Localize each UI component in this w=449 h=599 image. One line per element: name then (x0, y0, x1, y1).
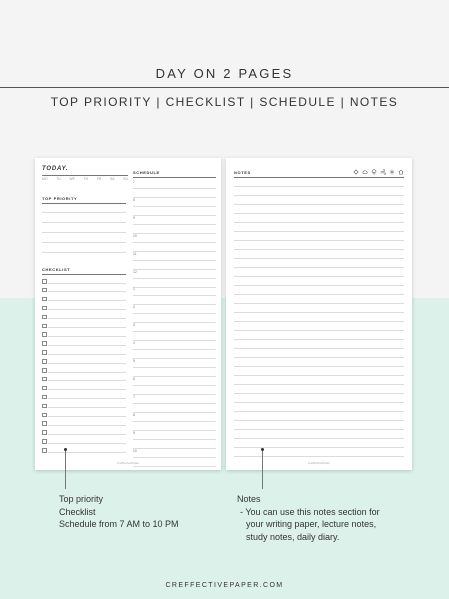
checkbox[interactable] (42, 324, 47, 329)
notes-line (234, 402, 404, 403)
schedule-label: SCHEDULE (133, 170, 160, 175)
hour-label: 7 (133, 180, 135, 184)
rain-icon[interactable] (371, 169, 377, 175)
schedule-line (133, 304, 216, 305)
notes-line (234, 438, 404, 439)
checkbox[interactable] (42, 359, 47, 364)
callout-line-text: Top priority (59, 494, 104, 504)
schedule-line (133, 322, 216, 323)
notes-line (234, 249, 404, 250)
checkbox[interactable] (42, 386, 47, 391)
page-title: DAY ON 2 PAGES (155, 66, 294, 81)
hour-label: 1 (133, 287, 135, 292)
checklist-line (48, 407, 126, 408)
notes-line (234, 429, 404, 430)
notes-line (234, 357, 404, 358)
schedule-line (133, 295, 216, 296)
priority-line (42, 222, 126, 223)
checkbox[interactable] (42, 448, 47, 453)
schedule-line (133, 224, 216, 225)
hour-label: 11 (133, 251, 137, 256)
checklist-line (48, 425, 126, 426)
callout-title: Notes (237, 494, 261, 504)
notes-line (234, 330, 404, 331)
schedule-line (133, 376, 216, 377)
snow-icon[interactable] (389, 169, 395, 175)
hour-label: 10 (133, 448, 137, 453)
checklist-line (48, 283, 126, 284)
cloud-icon[interactable] (362, 169, 368, 175)
hour-label: 6 (133, 376, 135, 381)
checkbox[interactable] (42, 350, 47, 355)
checklist-line (48, 443, 126, 444)
schedule-line (133, 439, 216, 440)
callout-line-text: your writing paper, lecture notes, (246, 519, 377, 529)
schedule-line (133, 466, 216, 467)
title-divider (0, 87, 449, 88)
right-planner-page (226, 158, 412, 470)
checklist-line (48, 372, 126, 373)
schedule-line (133, 448, 216, 449)
schedule-underline (133, 177, 216, 178)
footer-website[interactable]: CREFFECTIVEPAPER.COM (165, 582, 284, 589)
sun-icon[interactable] (353, 169, 359, 175)
today-label: TODAY. (42, 166, 69, 172)
schedule-line (133, 340, 216, 341)
weekday-label: SA (110, 177, 115, 181)
checkbox[interactable] (42, 341, 47, 346)
checkbox[interactable] (42, 315, 47, 320)
notes-line (234, 240, 404, 241)
hour-label: 8 (133, 412, 135, 417)
checklist-line (48, 434, 126, 435)
callout-line-text: - You can use this notes section for (240, 506, 380, 517)
weekday-label: SU (123, 177, 128, 181)
notes-line (234, 231, 404, 232)
schedule-line (133, 188, 216, 189)
schedule-line (133, 394, 216, 395)
callout-line-text: Checklist (59, 506, 96, 517)
schedule-line (133, 457, 216, 458)
checklist-line (48, 452, 126, 453)
checkbox[interactable] (42, 288, 47, 293)
notes-line (234, 339, 404, 340)
priority-line (42, 212, 126, 213)
schedule-line (133, 385, 216, 386)
weekday-label: WE (69, 177, 75, 181)
checkbox[interactable] (42, 395, 47, 400)
hour-label: 4 (133, 341, 135, 346)
page-signature: CreffectivePaper (307, 461, 331, 465)
checklist-line (48, 380, 126, 381)
checkbox[interactable] (42, 377, 47, 382)
hour-label: 2 (133, 305, 135, 310)
notes-label: NOTES (234, 170, 251, 175)
notes-line (234, 186, 404, 187)
notes-line (234, 195, 404, 196)
notes-line (234, 258, 404, 259)
schedule-line (133, 242, 216, 243)
top-priority-label: TOP PRIORITY (42, 196, 78, 201)
notes-line (234, 276, 404, 277)
notes-line (234, 267, 404, 268)
notes-line (234, 312, 404, 313)
checklist-line (48, 416, 126, 417)
schedule-line (133, 278, 216, 279)
notes-line (234, 294, 404, 295)
notes-underline (234, 177, 404, 178)
weekday-label: TU (56, 177, 61, 181)
notes-line (234, 384, 404, 385)
checklist-line (48, 309, 126, 310)
today-underline (42, 175, 128, 176)
checkbox[interactable] (42, 430, 47, 435)
schedule-line (133, 215, 216, 216)
weather-icons (353, 169, 404, 175)
checkbox[interactable] (42, 404, 47, 409)
checklist-line (48, 300, 126, 301)
callout-line-text: Schedule from 7 AM to 10 PM (59, 519, 179, 529)
checklist-line (48, 354, 126, 355)
schedule-line (133, 430, 216, 431)
callout-line-text: study notes, daily diary. (246, 531, 340, 542)
weekday-row (42, 177, 128, 181)
weekday-label: FR (96, 177, 102, 181)
schedule-line (133, 331, 216, 332)
checkbox[interactable] (42, 368, 47, 373)
hour-label: 12 (133, 269, 137, 274)
notes-line (234, 204, 404, 205)
priority-line (42, 242, 126, 243)
notes-line (234, 420, 404, 421)
hour-label: 10 (133, 233, 137, 238)
schedule-line (133, 349, 216, 350)
page-subtitle: TOP PRIORITY | CHECKLIST | SCHEDULE | NOTES (50, 95, 399, 109)
priority-line (42, 252, 126, 253)
schedule-line (133, 421, 216, 422)
checklist-line (48, 318, 126, 319)
checklist-underline (42, 274, 126, 275)
checkbox[interactable] (42, 306, 47, 311)
schedule-line (133, 367, 216, 368)
checkbox[interactable] (42, 439, 47, 444)
schedule-line (133, 313, 216, 314)
notes-line (234, 222, 404, 223)
notes-line (234, 213, 404, 214)
schedule-line (133, 233, 216, 234)
schedule-line (133, 269, 216, 270)
notes-line (234, 366, 404, 367)
hour-label: 3 (133, 323, 135, 328)
schedule-line (133, 251, 216, 252)
checkbox[interactable] (42, 297, 47, 302)
page-signature: CreffectivePaper (116, 461, 140, 465)
notes-line (234, 321, 404, 322)
notes-line (234, 375, 404, 376)
right-callout (237, 493, 380, 543)
checkbox[interactable] (42, 413, 47, 418)
schedule-line (133, 403, 216, 404)
notes-line (234, 348, 404, 349)
priority-line (42, 232, 126, 233)
wind-icon[interactable] (380, 169, 386, 175)
hour-label: 8 (133, 197, 135, 202)
schedule-line (133, 260, 216, 261)
callout-line-left (65, 451, 66, 489)
left-planner-page (35, 158, 221, 470)
home-icon[interactable] (398, 169, 404, 175)
notes-line (234, 447, 404, 448)
checkbox[interactable] (42, 279, 47, 284)
schedule-line (133, 412, 216, 413)
checkbox[interactable] (42, 421, 47, 426)
notes-line (234, 456, 404, 457)
notes-line (234, 285, 404, 286)
checkbox[interactable] (42, 332, 47, 337)
hour-label: 9 (133, 430, 135, 435)
hour-label: 5 (133, 359, 135, 363)
notes-line (234, 303, 404, 304)
notes-line (234, 393, 404, 394)
schedule-line (133, 287, 216, 288)
schedule-line (133, 197, 216, 198)
weekday-label: MO (42, 177, 48, 181)
checklist-line (48, 363, 126, 364)
checklist-line (48, 336, 126, 337)
left-callout (59, 493, 179, 531)
notes-line (234, 411, 404, 412)
checklist-line (48, 389, 126, 390)
checklist-line (48, 398, 126, 399)
checklist-line (48, 345, 126, 346)
checklist-line (48, 291, 126, 292)
schedule-line (133, 358, 216, 359)
hour-label: 7 (133, 394, 135, 399)
checklist-line (48, 327, 126, 328)
hour-label: 9 (133, 215, 135, 220)
checklist-label: CHECKLIST (42, 267, 71, 272)
schedule-line (133, 206, 216, 207)
weekday-label: TH (83, 177, 89, 181)
top-priority-underline (42, 203, 126, 204)
callout-line-right (262, 451, 263, 489)
